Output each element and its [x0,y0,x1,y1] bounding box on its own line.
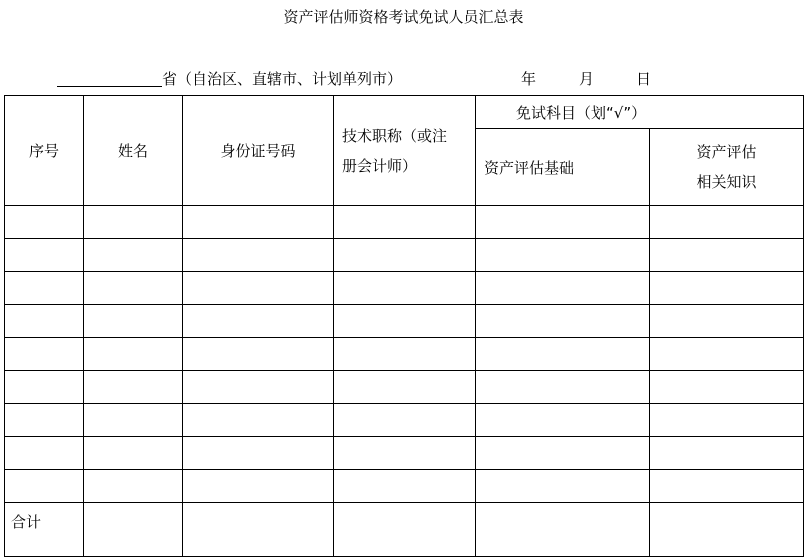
cell-index[interactable] [5,272,84,305]
header-row-1 [5,96,804,129]
cell-subject-basic[interactable] [476,338,650,371]
total-row [5,503,804,557]
cell-id-number[interactable] [183,371,334,404]
total-cell[interactable] [334,503,476,557]
header-subject-related [650,129,804,206]
table-row [5,338,804,371]
cell-name[interactable] [84,437,183,470]
cell-technical-title[interactable] [334,305,476,338]
cell-technical-title[interactable] [334,272,476,305]
header-name: 姓名 [84,96,183,206]
cell-name[interactable] [84,239,183,272]
header-id-number: 身份证号码 [183,96,334,206]
table-row [5,206,804,239]
summary-table [4,95,804,557]
cell-name[interactable] [84,404,183,437]
cell-subject-related[interactable] [650,206,804,239]
header-subject-related-line1: 资产评估 [696,143,757,161]
province-blank[interactable] [57,86,162,87]
cell-id-number[interactable] [183,470,334,503]
cell-subject-basic[interactable] [476,272,650,305]
cell-id-number[interactable] [183,206,334,239]
cell-technical-title[interactable] [334,470,476,503]
cell-index[interactable] [5,437,84,470]
table-row [5,404,804,437]
cell-subject-basic[interactable] [476,206,650,239]
cell-subject-related[interactable] [650,272,804,305]
document-title: 资产评估师资格考试免试人员汇总表 [283,8,524,26]
total-cell[interactable] [84,503,183,557]
cell-subject-related[interactable] [650,404,804,437]
header-technical-title [334,96,476,206]
header-exempt-subjects: 免试科目（划“√”） [476,96,804,129]
cell-name[interactable] [84,371,183,404]
cell-technical-title[interactable] [334,437,476,470]
cell-subject-basic[interactable] [476,305,650,338]
header-technical-title-line2: 册会计师） [342,156,418,175]
region-label: 省（自治区、直辖市、计划单列市） [162,70,403,88]
total-cell[interactable] [476,503,650,557]
cell-subject-related[interactable] [650,338,804,371]
cell-subject-basic[interactable] [476,404,650,437]
cell-technical-title[interactable] [334,371,476,404]
table-row [5,239,804,272]
cell-id-number[interactable] [183,305,334,338]
cell-index[interactable] [5,338,84,371]
total-label: 合计 [5,503,84,557]
cell-name[interactable] [84,338,183,371]
cell-technical-title[interactable] [334,338,476,371]
cell-name[interactable] [84,470,183,503]
month-label: 月 [579,70,595,88]
year-label: 年 [521,70,537,88]
cell-name[interactable] [84,305,183,338]
cell-subject-basic[interactable] [476,437,650,470]
cell-subject-related[interactable] [650,371,804,404]
header-meta [0,68,807,90]
cell-id-number[interactable] [183,272,334,305]
table-body [5,206,804,503]
cell-subject-basic[interactable] [476,239,650,272]
header-technical-title-line1: 技术职称（或注 [342,126,448,145]
table-row [5,305,804,338]
cell-id-number[interactable] [183,338,334,371]
table-row [5,371,804,404]
header-subject-related-line2: 相关知识 [696,173,757,191]
cell-name[interactable] [84,272,183,305]
total-cell[interactable] [650,503,804,557]
cell-index[interactable] [5,239,84,272]
header-index: 序号 [5,96,84,206]
table-row [5,272,804,305]
cell-subject-basic[interactable] [476,371,650,404]
cell-index[interactable] [5,206,84,239]
cell-subject-basic[interactable] [476,470,650,503]
cell-index[interactable] [5,404,84,437]
cell-id-number[interactable] [183,404,334,437]
header-subject-basic: 资产评估基础 [476,129,650,206]
cell-technical-title[interactable] [334,239,476,272]
cell-index[interactable] [5,305,84,338]
cell-subject-related[interactable] [650,437,804,470]
cell-index[interactable] [5,470,84,503]
cell-subject-related[interactable] [650,305,804,338]
cell-name[interactable] [84,206,183,239]
cell-technical-title[interactable] [334,206,476,239]
cell-subject-related[interactable] [650,239,804,272]
cell-id-number[interactable] [183,437,334,470]
total-cell[interactable] [183,503,334,557]
cell-subject-related[interactable] [650,470,804,503]
cell-index[interactable] [5,371,84,404]
cell-id-number[interactable] [183,239,334,272]
table-row [5,470,804,503]
cell-technical-title[interactable] [334,404,476,437]
table-row [5,437,804,470]
day-label: 日 [636,70,652,88]
